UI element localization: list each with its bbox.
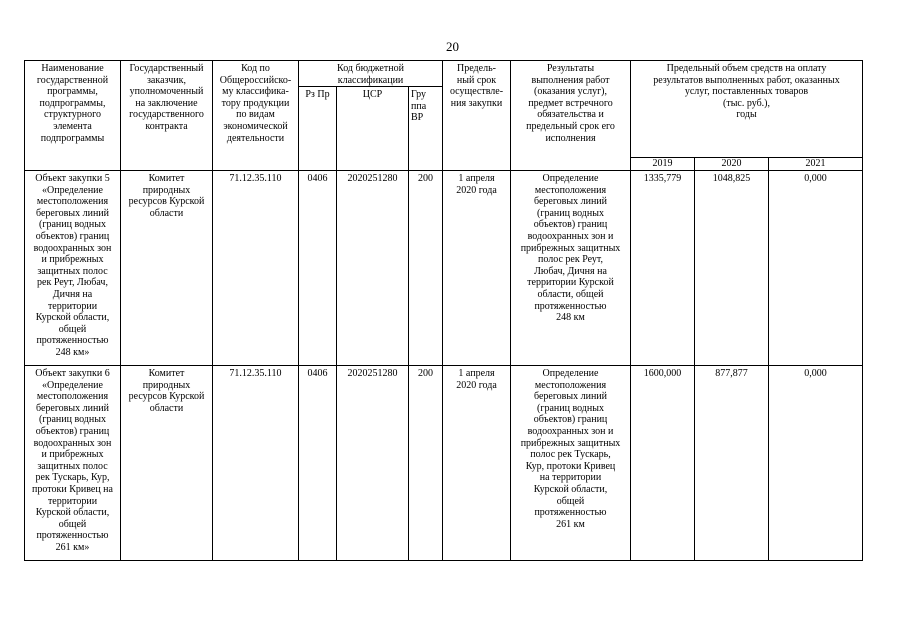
header-deadline: Предель- ный срок осуществле- ния закупки (443, 61, 511, 171)
cell-deadline: 1 апреля 2020 года (443, 366, 511, 561)
cell-okpd: 71.12.35.110 (213, 171, 299, 366)
header-csr: ЦСР (337, 87, 409, 171)
cell-amount-2020: 1048,825 (695, 171, 769, 366)
cell-rzpr: 0406 (299, 171, 337, 366)
cell-deadline: 1 апреля 2020 года (443, 171, 511, 366)
cell-vr: 200 (409, 366, 443, 561)
cell-okpd: 71.12.35.110 (213, 366, 299, 561)
cell-csr: 2020251280 (337, 366, 409, 561)
cell-results: Определение местоположения береговых линий (границ водных объектов) границ водоохранных зон и прибрежных защитных полос рек Тускарь, Кур, протоки Кривец на территории Курской области, общей протяженностью 261 км (511, 366, 631, 561)
header-okpd: Код по Общероссийско- му классифика- тору продукции по видам экономической деятельности (213, 61, 299, 171)
header-year-2021: 2021 (769, 158, 863, 171)
header-customer: Государственный заказчик, уполномоченный на заключение государственного контракта (121, 61, 213, 171)
cell-name: Объект закупки 5 «Определение местоположения береговых линий (границ водных объектов) границ водоохранных зон и прибрежных защитных полос рек Реут, Любач, Дичня на территории Курской области, общей протяженностью 248 км» (25, 171, 121, 366)
cell-amount-2019: 1600,000 (631, 366, 695, 561)
cell-amount-2019: 1335,779 (631, 171, 695, 366)
table-row (25, 171, 863, 366)
header-name: Наименование государственной программы, подпрограммы, структурного элемента подпрограммы (25, 61, 121, 171)
header-budget-code: Код бюджетной классификации (299, 61, 443, 87)
page-number: 20 (446, 39, 459, 54)
cell-customer: Комитет природных ресурсов Курской области (121, 171, 213, 366)
header-vr: Гру ппа ВР (409, 87, 443, 171)
table-row (25, 366, 863, 561)
header-year-2020: 2020 (695, 158, 769, 171)
cell-amount-2021: 0,000 (769, 366, 863, 561)
header-results: Результаты выполнения работ (оказания услуг), предмет встречного обязательства и предельный срок его исполнения (511, 61, 631, 171)
cell-results: Определение местоположения береговых линий (границ водных объектов) границ водоохранных зон и прибрежных защитных полос рек Реут, Любач, Дичня на территории Курской области, общей протяженностью 248 км (511, 171, 631, 366)
header-row (25, 61, 863, 87)
cell-name: Объект закупки 6 «Определение местоположения береговых линий (границ водных объектов) границ водоохранных зон и прибрежных защитных полос рек Тускарь, Кур, протоки Кривец на территории Курской области, общей протяженностью 261 км» (25, 366, 121, 561)
cell-customer: Комитет природных ресурсов Курской области (121, 366, 213, 561)
cell-amount-2020: 877,877 (695, 366, 769, 561)
header-amount: Предельный объем средств на оплату результатов выполненных работ, оказанных услуг, поставленных товаров (тыс. руб.), годы (631, 61, 863, 158)
cell-csr: 2020251280 (337, 171, 409, 366)
cell-amount-2021: 0,000 (769, 171, 863, 366)
cell-rzpr: 0406 (299, 366, 337, 561)
cell-vr: 200 (409, 171, 443, 366)
header-rzpr: Рз Пр (299, 87, 337, 171)
procurement-table (24, 60, 863, 561)
header-year-2019: 2019 (631, 158, 695, 171)
